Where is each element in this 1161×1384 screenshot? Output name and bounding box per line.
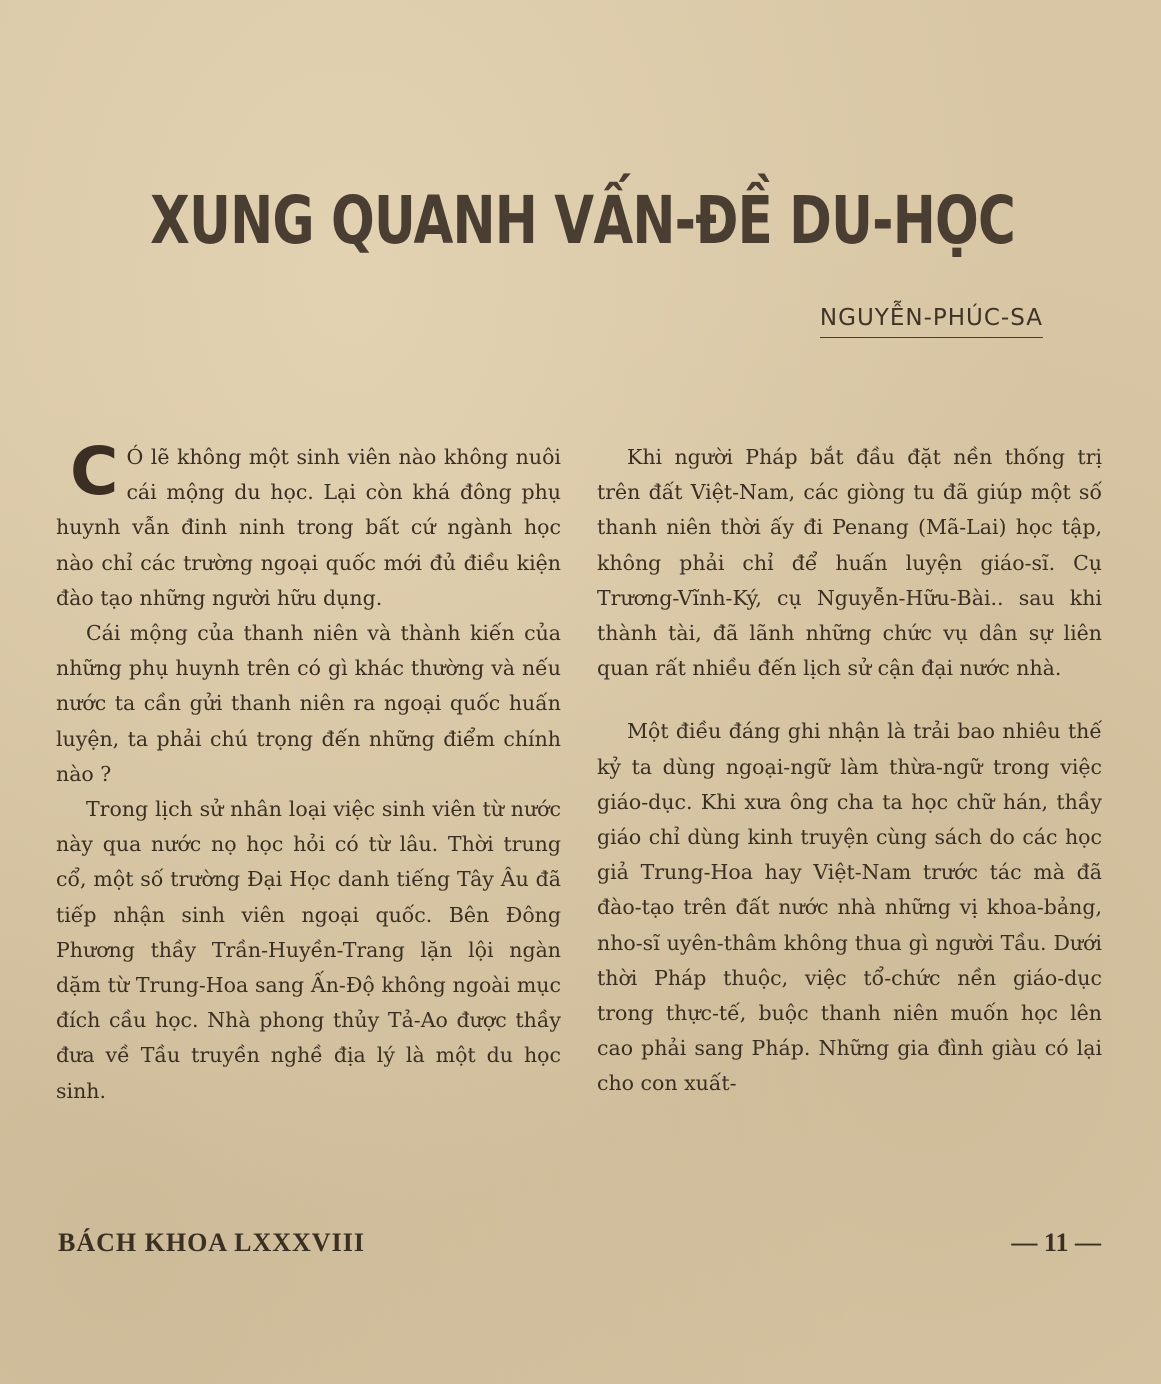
article-title: XUNG QUANH VẤN-ĐỀ DU-HỌC (150, 182, 1016, 259)
drop-cap: C (70, 433, 119, 510)
article-author: NGUYỄN-PHÚC-SA (820, 305, 1043, 338)
paragraph-4: Khi người Pháp bắt đầu đặt nền thống trị trên đất Việt-Nam, các giòng tu đã giúp một số thanh niên thời ấy đi Penang (Mã-Lai) học tập, không phải chỉ để huấn luyện giáo-sĩ. Cụ Trương-Vĩnh-Ký, cụ Nguyễn-Hữu-Bài.. sau khi thành tài, đã lãnh những chức vụ dân sự liên quan rất nhiều đến lịch sử cận đại nước nhà. (597, 445, 1102, 681)
page-number: — 11 — (1011, 1228, 1101, 1257)
paragraph-5: Một điều đáng ghi nhận là trải bao nhiêu thế kỷ ta dùng ngoại-ngữ làm thừa-ngữ trong việc giáo-dục. Khi xưa ông cha ta học chữ hán, thầy giáo chỉ dùng kinh truyện cùng sách do các học giả Trung-Hoa hay Việt-Nam trước tác mà đã đào-tạo trên đất nước nhà những vị khoa-bảng, nho-sĩ uyên-thâm không thua gì người Tầu. Dưới thời Pháp thuộc, việc tổ-chức nền giáo-dục trong thực-tế, buộc thanh niên muốn học lên cao phải sang Pháp. Những gia đình giàu có lại cho con xuất- (597, 719, 1102, 1096)
right-column (597, 440, 1102, 1102)
magazine-issue: BÁCH KHOA LXXXVIII (58, 1228, 365, 1257)
paragraph-3: Trong lịch sử nhân loại việc sinh viên từ nước này qua nước nọ học hỏi có từ lâu. Thời trung cổ, một số trường Đại Học danh tiếng Tây Âu đã tiếp nhận sinh viên ngoại quốc. Bên Đông Phương thầy Trần-Huyền-Trang lặn lội ngàn dặm từ Trung-Hoa sang Ấn-Độ không ngoài mục đích cầu học. Nhà phong thủy Tả-Ao được thầy đưa về Tầu truyền nghề địa lý là một du học sinh. (56, 797, 561, 1103)
paragraph-1-text: Ó lẽ không một sinh viên nào không nuôi cái mộng du học. Lại còn khá đông phụ huynh vẫn đinh ninh trong bất cứ ngành học nào chỉ các trường ngoại quốc mới đủ điều kiện đào tạo những người hữu dụng. (56, 445, 561, 610)
left-column (56, 433, 561, 1109)
paragraph-2: Cái mộng của thanh niên và thành kiến của những phụ huynh trên có gì khác thường và nếu nước ta cần gửi thanh niên ra ngoại quốc huấn luyện, ta phải chú trọng đến những điểm chính nào ? (56, 621, 561, 786)
paragraph-1 (56, 433, 561, 616)
